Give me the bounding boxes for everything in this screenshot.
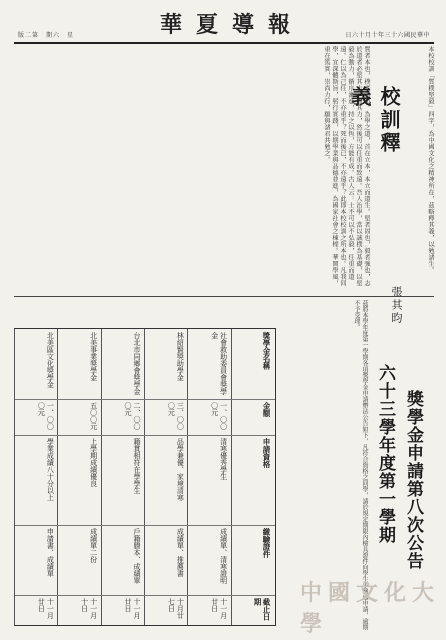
table-cell-deadline: 十一月廿日	[37, 598, 55, 619]
table-cell-documents: 戶籍謄本、成績單	[133, 528, 141, 584]
table-row	[57, 329, 101, 625]
article-title: 校訓釋義	[348, 86, 401, 155]
table-cell-deadline: 十一月廿日	[210, 598, 228, 619]
table-cell-name: 北美區文化獎學金	[46, 332, 55, 388]
table-cell-name: 社會救助委員會獎學金	[210, 332, 228, 395]
table-cell-qualification: 清寒優秀學生	[219, 438, 228, 480]
article-section	[14, 46, 434, 325]
table-header-cell: 截止日期	[253, 598, 271, 621]
table-header-cell: 申請資格	[262, 438, 271, 468]
table-rule	[15, 399, 58, 400]
table-rule	[145, 525, 188, 526]
table-rule	[58, 435, 101, 436]
table-rule	[58, 399, 101, 400]
table-rule	[232, 399, 275, 400]
table-cell-amount: 一、〇〇〇元	[37, 402, 55, 430]
table-cell-deadline: 十一月十日	[80, 598, 98, 619]
table-rule	[232, 435, 275, 436]
announcement-intro: 茲將本學年度第一學期各項獎學金申請辦法公告如下，凡符合資格之同學，請於規定期限內檢具證件向學生事務處申請，逾期不予受理。	[353, 300, 368, 630]
issue-info: 版二第 期六 星	[18, 32, 75, 39]
table-cell-documents: 成績單、清寒證明	[219, 528, 228, 584]
table-rule	[15, 595, 58, 596]
section-divider	[14, 296, 434, 297]
watermark: 中國文化大學	[300, 580, 441, 637]
table-header-cell: 金額	[262, 402, 271, 417]
table-rule	[102, 435, 145, 436]
table-rule	[188, 595, 231, 596]
table-rule	[188, 435, 231, 436]
table-cell-documents: 成績單、推薦書	[176, 528, 185, 577]
table-rule	[188, 399, 231, 400]
announcement-title-line1: 六十三學年度第一學期	[375, 364, 395, 544]
article-body: 質者本也，樸者素也。為學之道，首在立本，本立而道生。堅者固也，毅者強也，志於道者必堅其志，強其力，然後可以任重而致遠。吾人治學，當以誠樸為基礎，以堅毅為動力，循序漸進，持之以恆，方能有成。古人云：士不可以不弘毅，任重而道遠。仁以為己任，不亦重乎？死而後已，不亦遠乎？此即本校校訓之所本也。凡我同學，宜深體斯旨，躬行實踐，以期學業與品德並進，為國家社會之棟樑。華岡學風，重在篤實，崇尚力行，願與諸君共勉之。	[323, 46, 370, 287]
table-row	[14, 329, 58, 625]
article-intro: 本校校訓「質樸堅毅」四字，為中國文化之精神所在，茲略釋其義，以勉諸生。	[427, 46, 434, 274]
scholarship-table	[14, 328, 276, 626]
table-row	[144, 329, 188, 625]
table-row	[187, 329, 231, 625]
table-header-cell: 繳驗證件	[262, 528, 271, 558]
table-rule	[232, 595, 275, 596]
announcement-title-line2: 獎學金申請第八次公告	[403, 390, 423, 570]
table-rule	[188, 525, 231, 526]
newspaper-title: 華夏導報	[159, 12, 304, 38]
date-info: 日六十月十年三十六國民華中	[345, 32, 430, 39]
table-rule	[102, 595, 145, 596]
table-cell-qualification: 籍貫相符在學學生	[133, 438, 141, 494]
table-rule	[15, 525, 58, 526]
table-rule	[145, 435, 188, 436]
table-cell-amount: 二、〇〇〇元	[124, 402, 141, 430]
table-cell-qualification: 品學兼優、家境清寒	[176, 438, 185, 501]
table-cell-qualification: 上學期成績優良	[89, 438, 98, 487]
masthead	[14, 6, 434, 44]
table-rule	[232, 525, 275, 526]
table-cell-deadline: 十一月廿日	[124, 598, 141, 619]
article-author: 張其昀	[390, 286, 403, 325]
table-cell-name: 台北市同鄉會獎學金	[133, 332, 141, 395]
table-cell-amount: 三、〇〇〇元	[167, 402, 185, 430]
table-rule	[145, 595, 188, 596]
table-cell-amount: 一、〇〇〇元	[210, 402, 228, 430]
table-cell-amount: 五〇〇元	[89, 402, 98, 430]
table-rule	[102, 399, 145, 400]
table-header-cell: 獎學金名稱	[262, 332, 271, 370]
table-cell-qualification: 學業成績八十分以上	[46, 438, 55, 501]
table-rule	[145, 399, 188, 400]
table-rule	[58, 525, 101, 526]
table-cell-documents: 成績單二份	[89, 528, 98, 563]
table-rule	[58, 595, 101, 596]
table-cell-name: 北美事業獎學金	[89, 332, 98, 381]
table-cell-name: 林紹賢獎助學金	[176, 332, 185, 381]
table-header-column	[231, 329, 275, 625]
table-rule	[15, 435, 58, 436]
table-rule	[102, 525, 145, 526]
table-row	[101, 329, 145, 625]
table-cell-deadline: 十月廿七日	[167, 598, 185, 619]
table-cell-documents: 申請書、成績單	[46, 528, 55, 577]
